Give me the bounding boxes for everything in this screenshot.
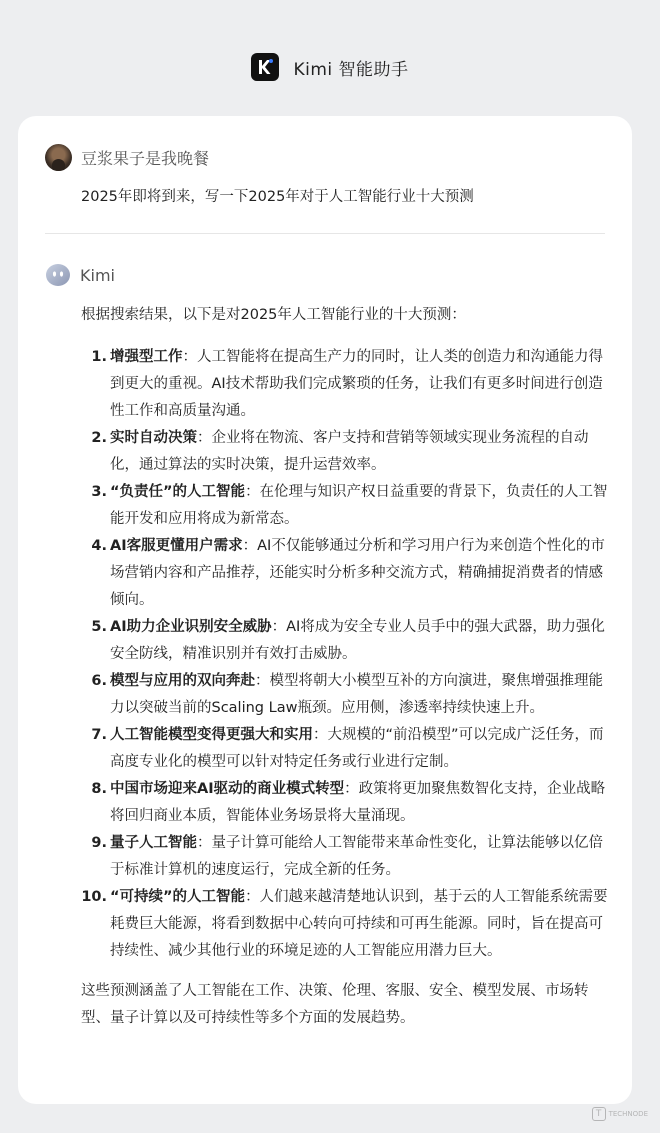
item-title: 中国市场迎来AI驱动的商业模式转型: [110, 781, 345, 797]
item-title: 实时自动决策: [110, 430, 197, 446]
watermark: [592, 1107, 648, 1121]
user-avatar[interactable]: [45, 144, 72, 171]
bot-name: Kimi: [80, 265, 115, 285]
item-text: ：大规模的“前沿模型”可以完成广泛任务，而高度专业化的模型可以针对特定任务或行业进行定制。: [110, 727, 604, 770]
answer-summary: 这些预测涵盖了人工智能在工作、决策、伦理、客服、安全、模型发展、市场转型、量子计算以及可持续性等多个方面的发展趋势。: [81, 983, 589, 1026]
item-number: 6.: [91, 673, 107, 689]
list-item: [81, 776, 611, 830]
list-item: [81, 425, 611, 479]
list-item: [81, 884, 611, 965]
item-title: 增强型工作: [110, 349, 183, 365]
item-title: 量子人工智能: [110, 835, 197, 851]
item-title: 模型与应用的双向奔赴: [110, 673, 255, 689]
kimi-logo-icon: [251, 53, 279, 81]
item-text: ：企业将在物流、客户支持和营销等领域实现业务流程的自动化，通过算法的实时决策，提升运营效率。: [110, 430, 589, 473]
prediction-list: [81, 344, 611, 965]
chat-card: [18, 116, 632, 1104]
bot-answer: [81, 302, 611, 1032]
divider: [45, 233, 605, 234]
item-text: ：人们越来越清楚地认识到，基于云的人工智能系统需要耗费巨大能源，将看到数据中心转向可持续和可再生能源。同时，旨在提高可持续性、减少其他行业的环境足迹的人工智能应用潜力巨大。: [110, 889, 608, 959]
kimi-bot-avatar-icon: [45, 262, 71, 288]
list-item: [81, 722, 611, 776]
item-title: 人工智能模型变得更强大和实用: [110, 727, 313, 743]
list-item: [81, 344, 611, 425]
item-number: 4.: [91, 538, 107, 554]
item-text: ：量子计算可能给人工智能带来革命性变化，让算法能够以亿倍于标准计算机的速度运行，完成全新的任务。: [110, 835, 603, 878]
item-number: 10.: [81, 889, 107, 905]
item-number: 7.: [91, 727, 107, 743]
list-item: [81, 533, 611, 614]
user-question: 2025年即将到来，写一下2025年对于人工智能行业十大预测: [81, 189, 474, 205]
bot-header: [45, 262, 115, 288]
item-text: ：模型将朝大小模型互补的方向演进，聚焦增强推理能力以突破当前的Scaling Law瓶颈。应用侧，渗透率持续快速上升。: [110, 673, 603, 716]
item-text: ：AI将成为安全专业人员手中的强大武器，助力强化安全防线，精准识别并有效打击威胁。: [110, 619, 605, 662]
item-text: ：在伦理与知识产权日益重要的背景下，负责任的人工智能开发和应用将成为新常态。: [110, 484, 608, 527]
item-number: 9.: [91, 835, 107, 851]
list-item: [81, 668, 611, 722]
item-title: “负责任”的人工智能: [110, 484, 246, 500]
item-title: “可持续”的人工智能: [110, 889, 246, 905]
item-number: 3.: [91, 484, 107, 500]
item-text: ：AI不仅能够通过分析和学习用户行为来创造个性化的市场营销内容和产品推荐，还能实时分析多种交流方式，精确捕捉消费者的情感倾向。: [110, 538, 605, 608]
item-number: 8.: [91, 781, 107, 797]
user-header: [45, 144, 209, 171]
list-item: [81, 479, 611, 533]
item-title: AI助力企业识别安全威胁: [110, 619, 272, 635]
item-number: 2.: [91, 430, 107, 446]
list-item: [81, 614, 611, 668]
watermark-logo-icon: T: [592, 1107, 606, 1121]
item-title: AI客服更懂用户需求: [110, 538, 243, 554]
app-header: [0, 50, 660, 84]
app-title: Kimi 智能助手: [293, 59, 409, 80]
watermark-text: TECHNODE: [608, 1110, 648, 1118]
answer-intro: 根据搜索结果，以下是对2025年人工智能行业的十大预测：: [81, 307, 466, 323]
list-item: [81, 830, 611, 884]
item-text: ：政策将更加聚焦数智化支持，企业战略将回归商业本质，智能体业务场景将大量涌现。: [110, 781, 606, 824]
user-name: 豆浆果子是我晚餐: [81, 149, 210, 168]
item-number: 5.: [91, 619, 107, 635]
item-text: ：人工智能将在提高生产力的同时，让人类的创造力和沟通能力得到更大的重视。AI技术帮助我们完成繁琐的任务，让我们有更多时间进行创造性工作和高质量沟通。: [110, 349, 603, 419]
item-number: 1.: [91, 349, 107, 365]
